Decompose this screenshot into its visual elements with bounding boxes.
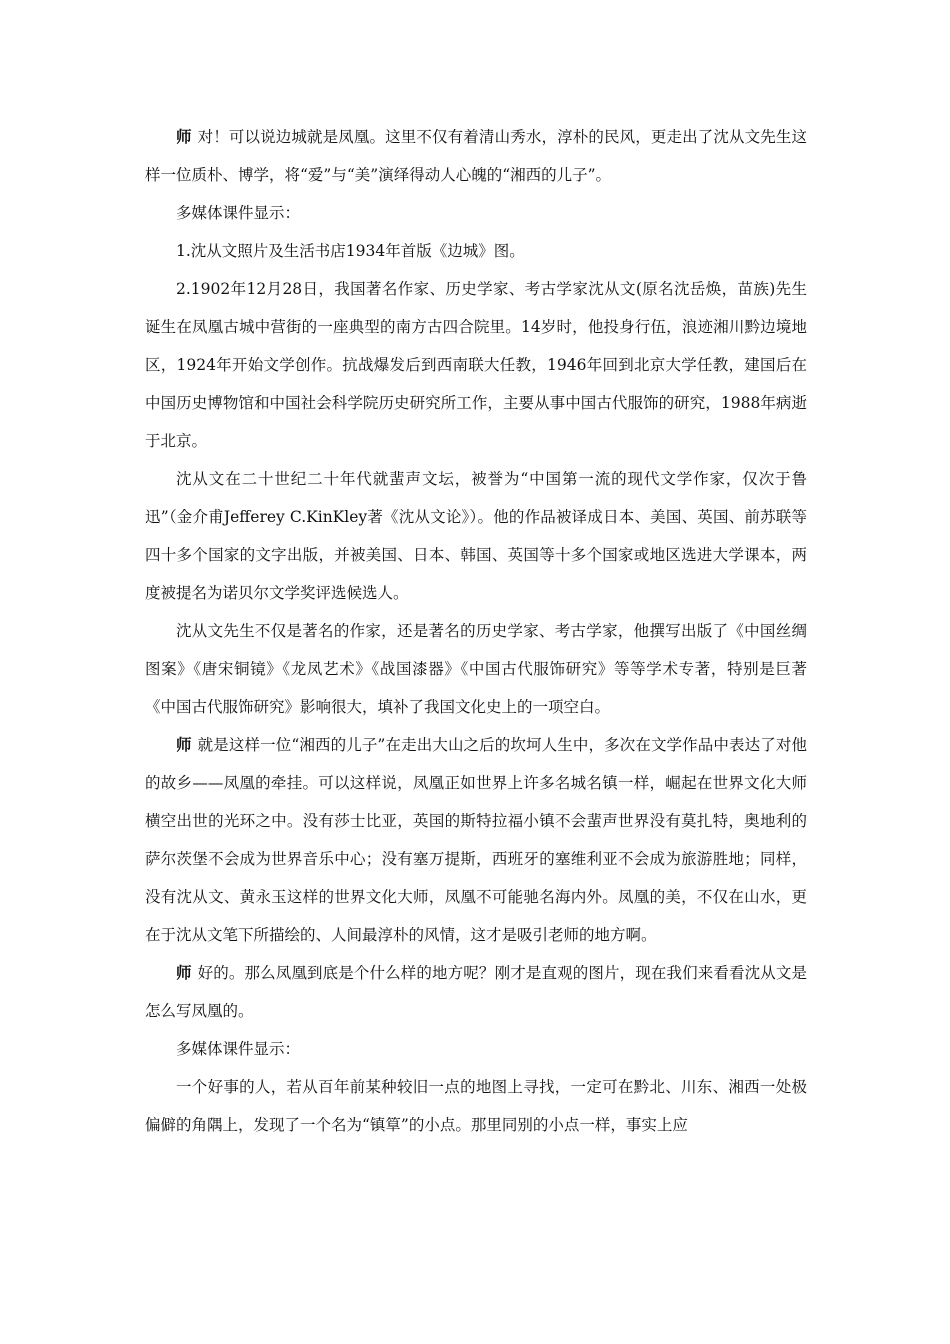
paragraph-text: 多媒体课件显示： [176, 204, 301, 222]
paragraph [145, 1030, 807, 1068]
paragraph [145, 460, 807, 612]
paragraph-text: 沈从文先生不仅是著名的作家，还是著名的历史学家、考古学家，他撰写出版了《中国丝绸图案》《唐宋铜镜》《龙凤艺术》《战国漆器》《中国古代服饰研究》等等学术专著，特别是巨著《中国古代服饰研究》影响很大，填补了我国文化史上的一项空白。 [145, 622, 807, 716]
paragraph [145, 270, 807, 460]
speaker-label: 师 [176, 964, 192, 982]
speaker-label: 师 [176, 736, 192, 754]
paragraph-text: 对！可以说边城就是凤凰。这里不仅有着清山秀水，淳朴的民风，更走出了沈从文先生这样一位质朴、博学，将“爱”与“美”演绎得动人心魄的“湘西的儿子”。 [145, 128, 807, 184]
paragraph-text: 好的。那么凤凰到底是个什么样的地方呢？刚才是直观的图片，现在我们来看看沈从文是怎么写凤凰的。 [145, 964, 807, 1020]
paragraph [145, 194, 807, 232]
paragraph-text: 多媒体课件显示： [176, 1040, 301, 1058]
paragraph [145, 232, 807, 270]
paragraph [145, 1068, 807, 1144]
paragraph-text: 就是这样一位“湘西的儿子”在走出大山之后的坎坷人生中，多次在文学作品中表达了对他的故乡——凤凰的牵挂。可以这样说，凤凰正如世界上许多名城名镇一样，崛起在世界文化大师横空出世的光环之中。没有莎士比亚，英国的斯特拉福小镇不会蜚声世界没有莫扎特，奥地利的萨尔茨堡不会成为世界音乐中心；没有塞万提斯，西班牙的塞维利亚不会成为旅游胜地；同样，没有沈从文、黄永玉这样的世界文化大师，凤凰不可能驰名海内外。凤凰的美，不仅在山水，更在于沈从文笔下所描绘的、人间最淳朴的风情，这才是吸引老师的地方啊。 [145, 736, 807, 944]
document-page [145, 118, 807, 1144]
paragraph-text: 2.1902年12月28日，我国著名作家、历史学家、考古学家沈从文(原名沈岳焕，苗族)先生诞生在凤凰古城中营街的一座典型的南方古四合院里。14岁时，他投身行伍，浪迹湘川黔边境地区，1924年开始文学创作。抗战爆发后到西南联大任教，1946年回到北京大学任教，建国后在中国历史博物馆和中国社会科学院历史研究所工作，主要从事中国古代服饰的研究，1988年病逝于北京。 [145, 280, 807, 450]
paragraph [145, 726, 807, 954]
paragraph-text: 一个好事的人，若从百年前某种较旧一点的地图上寻找，一定可在黔北、川东、湘西一处极偏僻的角隅上，发现了一个名为“镇筸”的小点。那里同别的小点一样，事实上应 [145, 1078, 807, 1134]
speaker-label: 师 [176, 128, 192, 146]
paragraph [145, 954, 807, 1030]
paragraph-text: 1.沈从文照片及生活书店1934年首版《边城》图。 [176, 242, 525, 260]
paragraph [145, 118, 807, 194]
paragraph [145, 612, 807, 726]
paragraph-text: 沈从文在二十世纪二十年代就蜚声文坛，被誉为“中国第一流的现代文学作家，仅次于鲁迅”（金介甫Jefferey C.KinKley著《沈从文论》）。他的作品被译成日本、美国、英国、前苏联等四十多个国家的文字出版，并被美国、日本、韩国、英国等十多个国家或地区选进大学课本，两度被提名为诺贝尔文学奖评选候选人。 [145, 470, 807, 602]
